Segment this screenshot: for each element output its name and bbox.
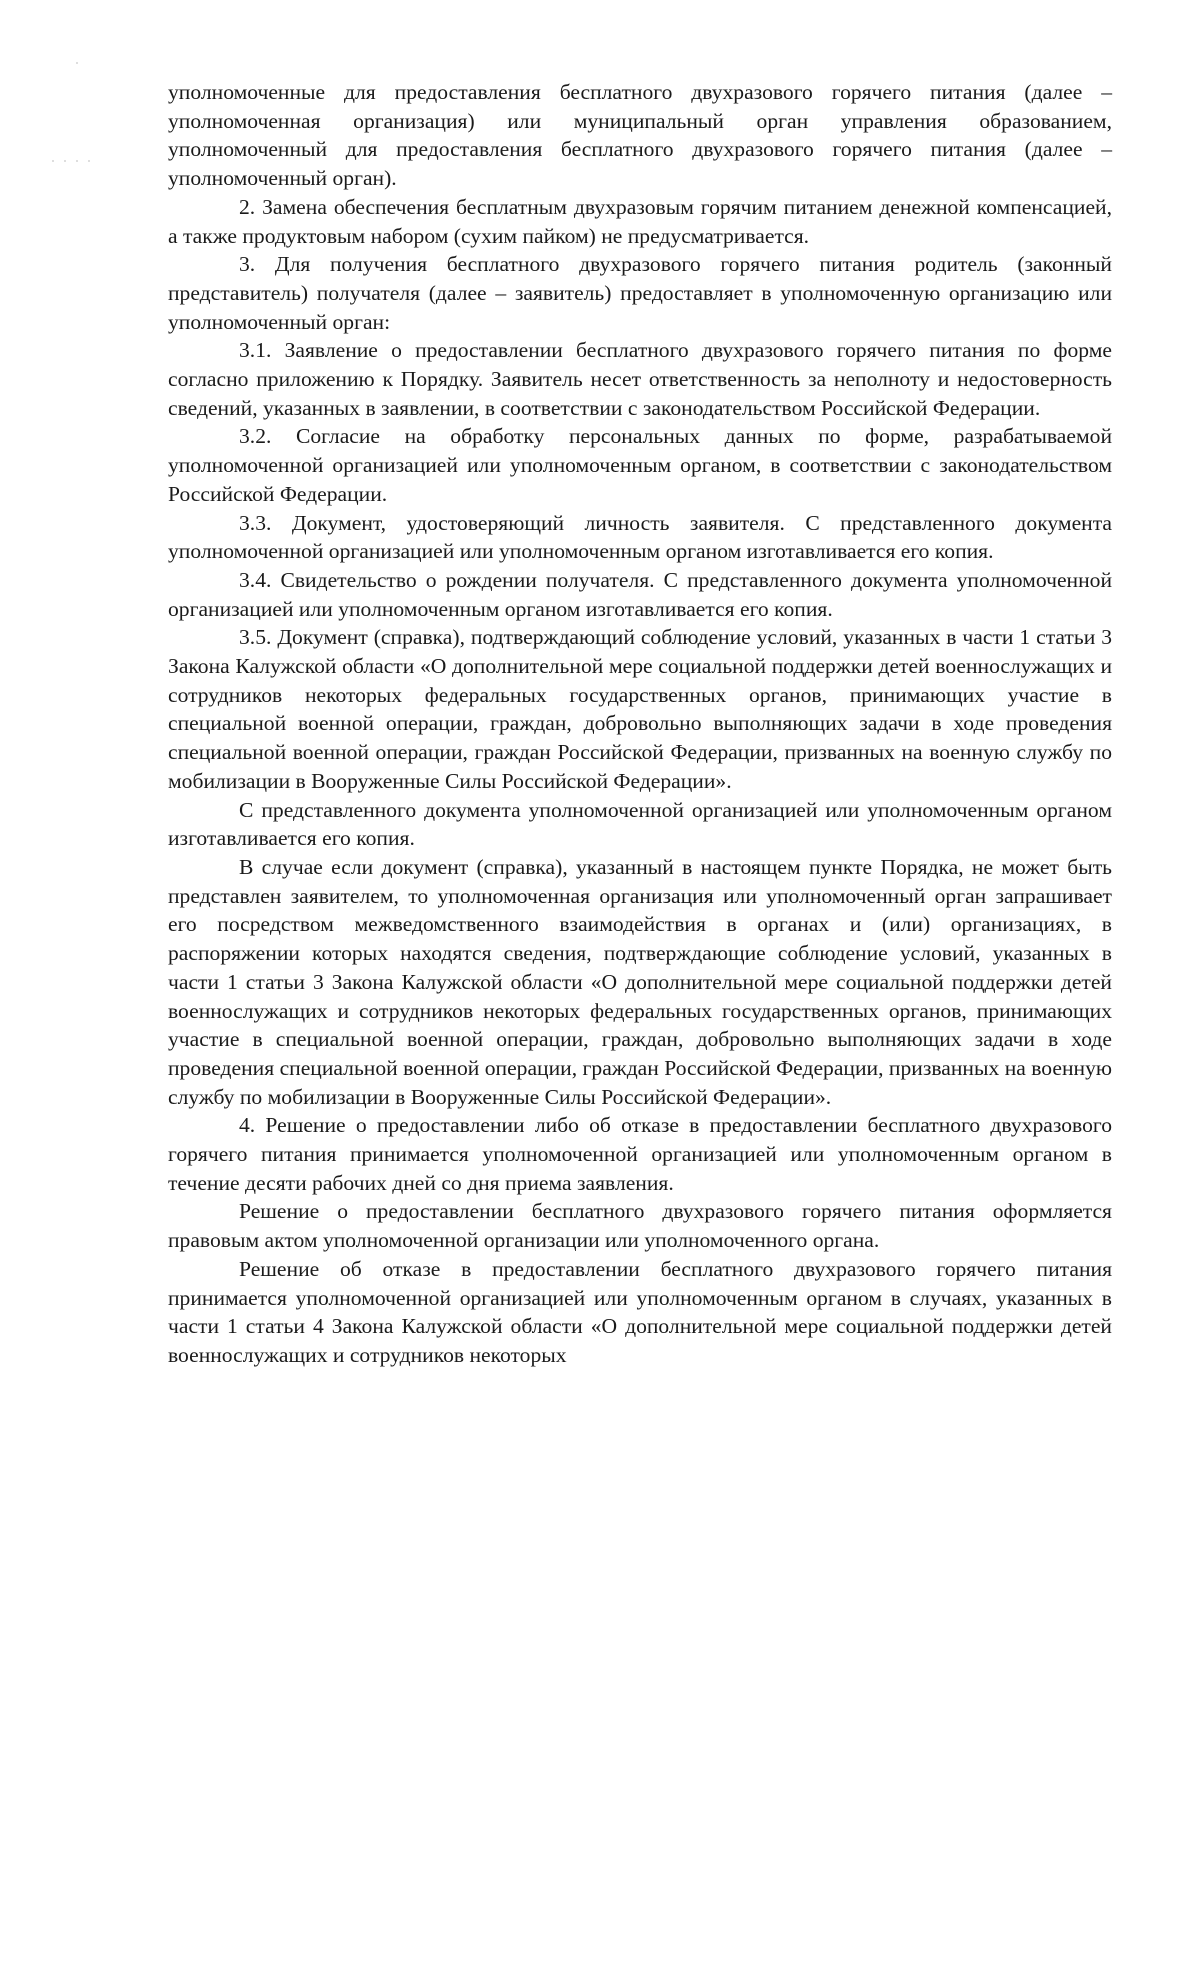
paragraph-item-3-3: 3.3. Документ, удостоверяющий личность заявителя. С представленного документа уполномоченной организацией или уполномоченным органом изготавливается его копия. bbox=[168, 510, 1112, 564]
paragraph-item-3-1: 3.1. Заявление о предоставлении бесплатного двухразового горячего питания по форме согласно приложению к Порядку. Заявитель несет ответственность за неполноту и недостоверность сведений, указанных в заявлении, в соответствии с законодательством Российской Федерации. bbox=[168, 338, 1112, 420]
paragraph-item-2: 2. Замена обеспечения бесплатным двухразовым горячим питанием денежной компенсацией, а также продуктовым набором (сухим пайком) не предусматривается. bbox=[168, 194, 1112, 248]
paragraph-item-3: 3. Для получения бесплатного двухразового горячего питания родитель (законный представитель) получателя (далее – заявитель) предоставляет в уполномоченную организацию или уполномоченный орган: bbox=[168, 252, 1112, 334]
scan-speck bbox=[64, 160, 66, 162]
paragraph-item-3-4: 3.4. Свидетельство о рождении получателя. С представленного документа уполномоченной организацией или уполномоченным органом изготавливается его копия. bbox=[168, 567, 1112, 621]
paragraph-decision-refusal: Решение об отказе в предоставлении бесплатного двухразового горячего питания принимается уполномоченной организацией или уполномоченным органом в случаях, указанных в части 1 статьи 4 Закона Калужской области «О дополнительной мере социальной поддержки детей военнослужащих и сотрудников некоторых bbox=[168, 1256, 1112, 1367]
paragraph-copy-note: С представленного документа уполномоченной организацией или уполномоченным органом изготавливается его копия. bbox=[168, 797, 1112, 851]
scan-speck bbox=[76, 160, 78, 162]
paragraph-continuation: уполномоченные для предоставления бесплатного двухразового горячего питания (далее – уполномоченная организация) или муниципальный орган управления образованием, уполномоченный для предоставления бесплатного двухразового горячего питания (далее – уполномоченный орган). bbox=[168, 80, 1112, 191]
paragraph-item-4: 4. Решение о предоставлении либо об отказе в предоставлении бесплатного двухразового горячего питания принимается уполномоченной организацией или уполномоченным органом в течение десяти рабочих дней со дня приема заявления. bbox=[168, 1113, 1112, 1195]
scan-speck bbox=[76, 62, 78, 64]
scan-speck bbox=[88, 160, 90, 162]
paragraph-item-3-2: 3.2. Согласие на обработку персональных данных по форме, разрабатываемой уполномоченной организацией или уполномоченным органом, в соответствии с законодательством Российской Федерации. bbox=[168, 424, 1112, 506]
paragraph-decision-grant: Решение о предоставлении бесплатного двухразового горячего питания оформляется правовым актом уполномоченной организации или уполномоченного органа. bbox=[168, 1199, 1112, 1253]
document-body bbox=[168, 78, 1112, 1370]
paragraph-interagency-request: В случае если документ (справка), указанный в настоящем пункте Порядка, не может быть представлен заявителем, то уполномоченная организация или уполномоченный орган запрашивает его посредством межведомственного взаимодействия в органах и (или) организациях, в распоряжении которых находятся сведения, подтверждающие соблюдение условий, указанных в части 1 статьи 3 Закона Калужской области «О дополнительной мере социальной поддержки детей военнослужащих и сотрудников некоторых федеральных государственных органов, принимающих участие в специальной военной операции, граждан, добровольно выполняющих задачи в ходе проведения специальной военной операции, граждан Российской Федерации, призванных на военную службу по мобилизации в Вооруженные Силы Российской Федерации». bbox=[168, 854, 1112, 1109]
scan-speck bbox=[52, 160, 54, 162]
paragraph-item-3-5: 3.5. Документ (справка), подтверждающий соблюдение условий, указанных в части 1 статьи 3 Закона Калужской области «О дополнительной мере социальной поддержки детей военнослужащих и сотрудников некоторых федеральных государственных органов, принимающих участие в специальной военной операции, граждан, добровольно выполняющих задачи в ходе проведения специальной военной операции, граждан Российской Федерации, призванных на военную службу по мобилизации в Вооруженные Силы Российской Федерации». bbox=[168, 625, 1112, 793]
